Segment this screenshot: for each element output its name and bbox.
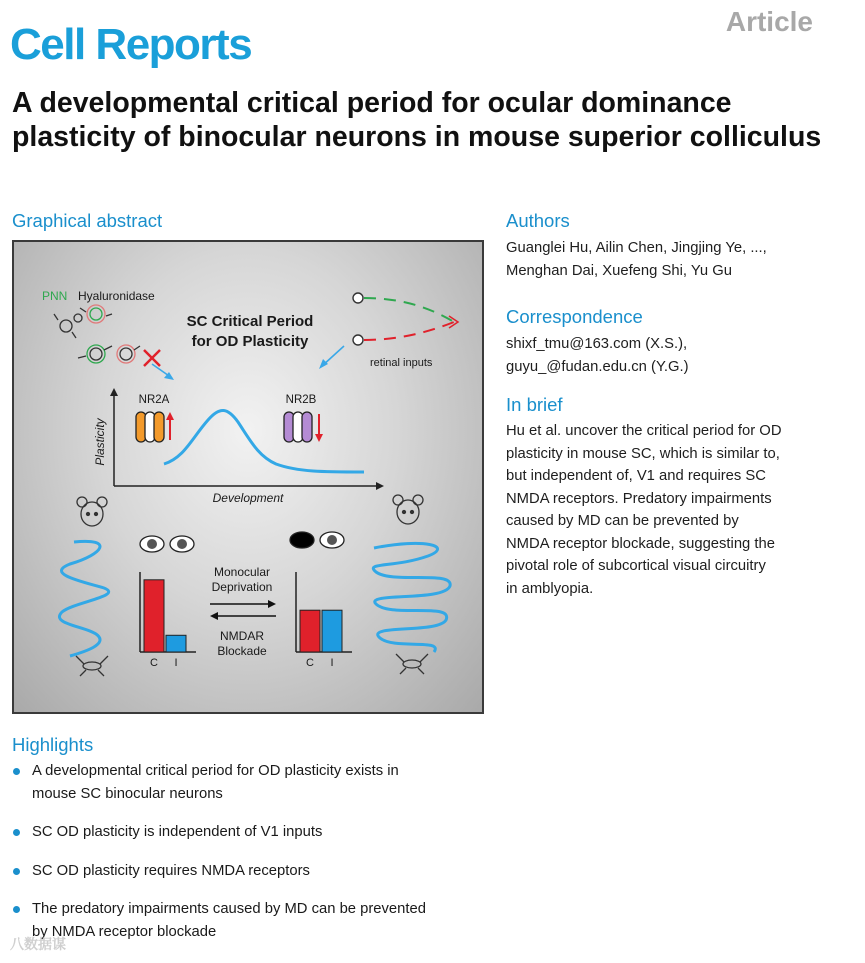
in-brief-line: Hu et al. uncover the critical period for OD [506,423,782,439]
authors-line: Guanglei Hu, Ailin Chen, Jingjing Ye, ..., [506,240,767,256]
mouse-right-icon [393,495,423,524]
hyaluronidase-label: Hyaluronidase [78,289,155,303]
in-brief-line: but independent of, V1 and requires SC [506,468,766,484]
cricket-left-icon [76,656,108,676]
eyes-open-icon [140,536,194,552]
left-bar-contra [144,580,164,652]
in-brief-line: in amblyopia. [506,580,594,597]
left-bar-ipsi [166,635,186,652]
graphical-abstract-figure [12,240,484,714]
pnn-label: PNN [42,289,68,303]
md-arrow-icon [210,600,276,608]
nr2b-label: NR2B [285,394,317,406]
correspondence-heading: Correspondence [506,306,643,327]
blocked-x-icon [144,350,160,366]
article-title: A developmental critical period for ocular dominance plasticity of binocular neurons in mouse superior colliculus [12,87,822,153]
highlight-item [12,760,492,805]
highlights-list [12,760,492,959]
hunting-path-right [373,543,450,652]
left-bar-c-label: C [150,657,158,669]
article-type-tag: Article [725,6,813,37]
in-brief-line: NMDA receptors. Predatory impairments [506,490,772,507]
mouse-left-icon [77,497,107,526]
plasticity-curve [164,410,364,472]
critical-period-title-line1: SC Critical Period [186,313,314,330]
nmdar-label-line2: Blockade [217,644,267,658]
nr2a-label: NR2A [138,394,170,406]
right-bar-i-label: I [330,657,334,669]
eye-deprived-icon [290,532,344,548]
x-axis-label: Development [212,491,284,505]
highlight-item [12,898,492,943]
highlight-item [12,821,492,844]
bullet-icon [13,906,20,913]
right-bar-c-label: C [306,657,314,669]
graphical-abstract-heading: Graphical abstract [12,210,163,231]
y-axis-label: Plasticity [93,418,107,466]
highlights-heading: Highlights [12,734,94,755]
right-bar-contra [300,610,320,652]
highlight-line: SC OD plasticity is independent of V1 inputs [32,824,323,840]
authors-line: Menghan Dai, Xuefeng Shi, Yu Gu [506,262,732,279]
highlight-line: mouse SC binocular neurons [32,785,223,802]
bullet-icon [13,768,20,775]
nr2a-receptor-icon [136,412,174,442]
in-brief-line: NMDA receptor blockade, suggesting the [506,535,775,552]
highlight-line: SC OD plasticity requires NMDA receptors [32,862,310,879]
highlight-item [12,860,492,883]
journal-name: Cell Reports [10,20,252,69]
left-bar-i-label: I [174,657,178,669]
in-brief-line: pivotal role of subcortical visual circuitry [506,558,766,574]
authors-heading: Authors [506,210,570,231]
watermark: 八数据谋 [10,936,66,952]
authors-list [506,237,826,282]
in-brief-heading: In brief [506,394,563,415]
retinal-inputs-label: retinal inputs [370,357,433,369]
graphical-abstract-svg [14,242,482,712]
bullet-icon [13,829,20,836]
nr2b-receptor-icon [284,412,323,442]
correspondence-list [506,333,826,378]
hunting-path-left [59,541,108,656]
correspondence-email[interactable]: guyu_@fudan.edu.cn (Y.G.) [506,358,689,375]
highlight-line: The predatory impairments caused by MD can be prevented [32,901,426,917]
highlight-line: by NMDA receptor blockade [32,923,217,940]
highlight-line: A developmental critical period for OD plasticity exists in [32,763,399,779]
eye-retina-icon [353,293,458,345]
monocular-label-line1: Monocular [213,565,271,579]
nmdar-label-line1: NMDAR [220,629,264,643]
critical-period-title-line2: for OD Plasticity [191,333,309,350]
in-brief-line: caused by MD can be prevented by [506,513,739,529]
correspondence-email[interactable]: shixf_tmu@163.com (X.S.), [506,336,688,352]
right-bar-ipsi [322,610,342,652]
in-brief-line: plasticity in mouse SC, which is similar to, [506,445,780,462]
cricket-right-icon [396,654,428,674]
bullet-icon [13,868,20,875]
in-brief-text [506,420,828,600]
pnn-neurons-icon [54,305,140,363]
blockade-arrow-icon [210,612,276,620]
monocular-label-line2: Deprivation [211,580,273,594]
